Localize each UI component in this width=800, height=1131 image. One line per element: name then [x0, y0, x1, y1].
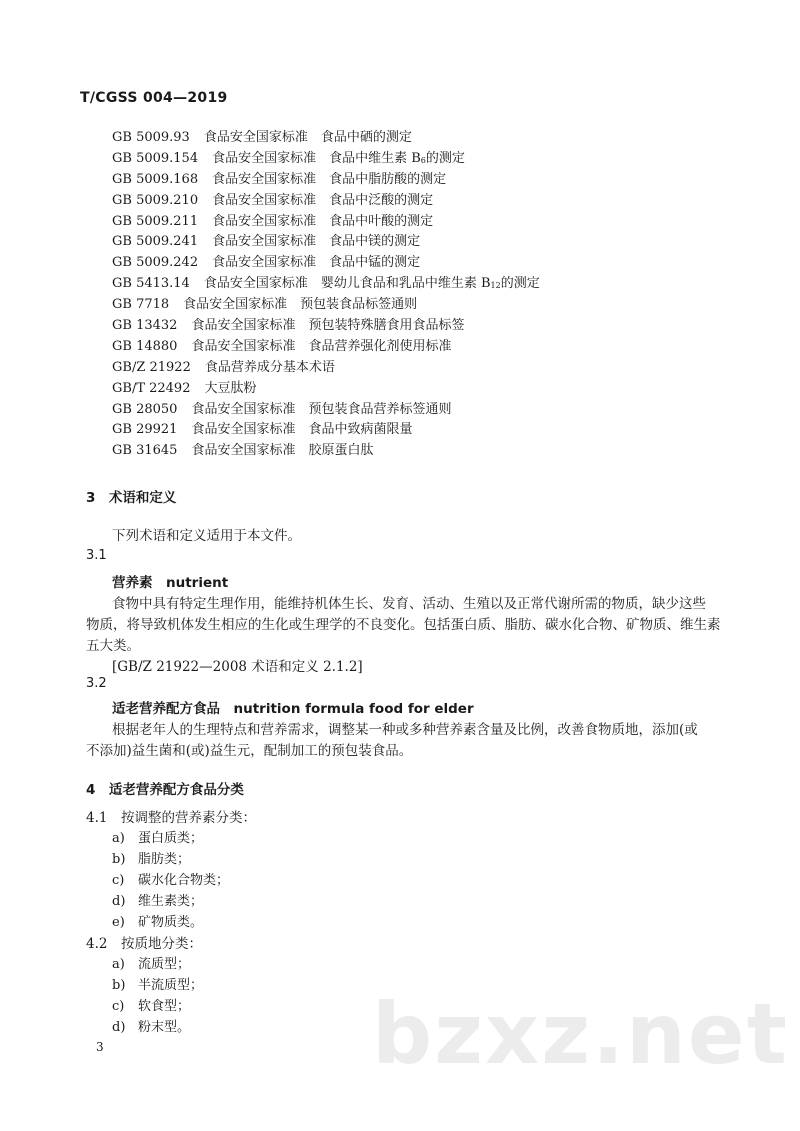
list-item-text: 半流质型； [138, 978, 204, 993]
reference-title: 食品安全国家标准 食品中叶酸的测定 [212, 213, 434, 229]
term-3-2-name: 适老营养配方食品 nutrition formula food for elder [112, 701, 474, 717]
list-item-label: a) [112, 957, 125, 972]
reference-code: GB 5009.210 [112, 192, 199, 208]
reference-row [112, 149, 540, 170]
reference-title: 大豆肽粉 [204, 380, 257, 396]
reference-title: 食品安全国家标准 预包装食品营养标签通则 [191, 401, 452, 417]
document-code: T/CGSS 004—2019 [80, 90, 228, 106]
reference-row [112, 420, 540, 441]
list-item-label: b) [112, 852, 126, 867]
term-3-1-name: 营养素 nutrient [112, 575, 229, 591]
reference-row [112, 337, 540, 358]
list-item-text: 蛋白质类； [138, 831, 204, 846]
reference-title: 食品安全国家标准 食品中镁的测定 [212, 234, 421, 250]
list-item [112, 1016, 190, 1035]
term-3-1-source: [GB/Z 21922—2008 术语和定义 2.1.2] [112, 659, 363, 675]
reference-row [112, 212, 540, 233]
reference-row [112, 316, 540, 337]
reference-row [112, 358, 540, 379]
reference-code: GB/T 22492 [112, 380, 191, 396]
list-item-text: 粉末型。 [138, 1020, 191, 1035]
section-3-heading: 3 术语和定义 [86, 490, 177, 506]
section-3-intro: 下列术语和定义适用于本文件。 [112, 528, 301, 544]
reference-row [112, 128, 540, 149]
list-item-label: a) [112, 831, 125, 846]
reference-row [112, 274, 540, 295]
page-number: 3 [96, 1040, 104, 1054]
list-item-label: d) [112, 1020, 126, 1035]
reference-title: 食品安全国家标准 胶原蛋白肽 [191, 443, 374, 459]
reference-code: GB 29921 [112, 422, 178, 438]
list-item-text: 矿物质类。 [138, 915, 204, 930]
reference-title: 食品安全国家标准 食品中锰的测定 [212, 255, 421, 271]
reference-code: GB 28050 [112, 401, 178, 417]
reference-row [112, 170, 540, 191]
subscript: 6 [420, 155, 426, 165]
reference-title: 食品安全国家标准 食品中致病菌限量 [191, 422, 413, 438]
list-item [112, 911, 203, 930]
reference-title: 食品安全国家标准 预包装特殊膳食用食品标签 [191, 318, 465, 334]
reference-code: GB 5009.168 [112, 171, 199, 187]
reference-title: 食品安全国家标准 食品中硒的测定 [203, 130, 412, 145]
term-3-2-definition-line: 根据老年人的生理特点和营养需求，调整某一种或多种营养素含量及比例，改善食物质地，添加(或 [112, 722, 698, 738]
watermark: bzxz.net [372, 985, 789, 1083]
reference-row [112, 379, 540, 400]
list-item-label: b) [112, 978, 126, 993]
term-3-2-definition-line: 不添加)益生菌和(或)益生元，配制加工的预包装食品。 [86, 743, 413, 759]
term-3-1-number: 3.1 [86, 548, 107, 563]
reference-row [112, 441, 540, 462]
list-item [112, 995, 190, 1014]
subsection-4-2: 4.2 按质地分类： [86, 936, 202, 952]
reference-title-suffix: 的测定 [425, 150, 465, 166]
list-item-label: d) [112, 894, 126, 909]
reference-row [112, 295, 540, 316]
subsection-4-1: 4.1 按调整的营养素分类： [86, 810, 256, 826]
list-item-label: e) [112, 915, 125, 930]
section-4-heading: 4 适老营养配方食品分类 [86, 782, 244, 798]
term-3-2-number: 3.2 [86, 676, 107, 691]
reference-title: 食品安全国家标准 食品中泛酸的测定 [212, 192, 434, 208]
reference-code: GB 14880 [112, 338, 178, 354]
reference-row [112, 253, 540, 274]
reference-code: GB 7718 [112, 297, 170, 313]
list-item-text: 软食型； [138, 999, 191, 1014]
list-item-text: 脂肪类； [138, 852, 191, 867]
term-3-1-definition-line: 五大类。 [86, 638, 140, 654]
reference-title: 食品安全国家标准 食品中维生素 B [212, 150, 421, 166]
term-3-1-definition-line: 食物中具有特定生理作用，能维持机体生长、发育、活动、生殖以及正常代谢所需的物质，缺少这些 [112, 596, 706, 612]
reference-row [112, 232, 540, 253]
list-item [112, 890, 203, 909]
reference-code: GB 5009.93 [112, 130, 190, 145]
reference-title: 食品安全国家标准 食品中脂肪酸的测定 [212, 171, 447, 187]
reference-title: 食品安全国家标准 食品营养强化剂使用标准 [191, 338, 452, 354]
list-item-text: 碳水化合物类； [138, 873, 230, 888]
reference-title: 食品营养成分基本术语 [204, 359, 335, 375]
reference-code: GB 13432 [112, 318, 178, 334]
term-3-1-definition-line: 物质，将导致机体发生相应的生化或生理学的不良变化。包括蛋白质、脂肪、碳水化合物、矿物质、维生素 [86, 617, 721, 633]
list-item [112, 869, 229, 888]
list-item [112, 953, 190, 972]
reference-code: GB 5009.242 [112, 255, 199, 271]
reference-code: GB 5413.14 [112, 276, 190, 292]
normative-references-list [112, 128, 540, 462]
reference-code: GB 5009.211 [112, 213, 199, 229]
reference-code: GB 5009.154 [112, 150, 199, 166]
subscript: 12 [490, 281, 501, 291]
list-item [112, 974, 203, 993]
reference-row [112, 400, 540, 421]
list-item [112, 827, 203, 846]
reference-code: GB 31645 [112, 443, 178, 459]
list-item-label: c) [112, 999, 125, 1014]
list-item-text: 维生素类； [138, 894, 204, 909]
reference-code: GB 5009.241 [112, 234, 199, 250]
list-item-label: c) [112, 873, 125, 888]
reference-title: 食品安全国家标准 婴幼儿食品和乳品中维生素 B [203, 276, 491, 292]
reference-title-suffix: 的测定 [500, 276, 540, 292]
reference-code: GB/Z 21922 [112, 359, 191, 375]
reference-title: 食品安全国家标准 预包装食品标签通则 [183, 297, 418, 313]
list-item-text: 流质型； [138, 957, 191, 972]
reference-row [112, 191, 540, 212]
list-item [112, 848, 190, 867]
